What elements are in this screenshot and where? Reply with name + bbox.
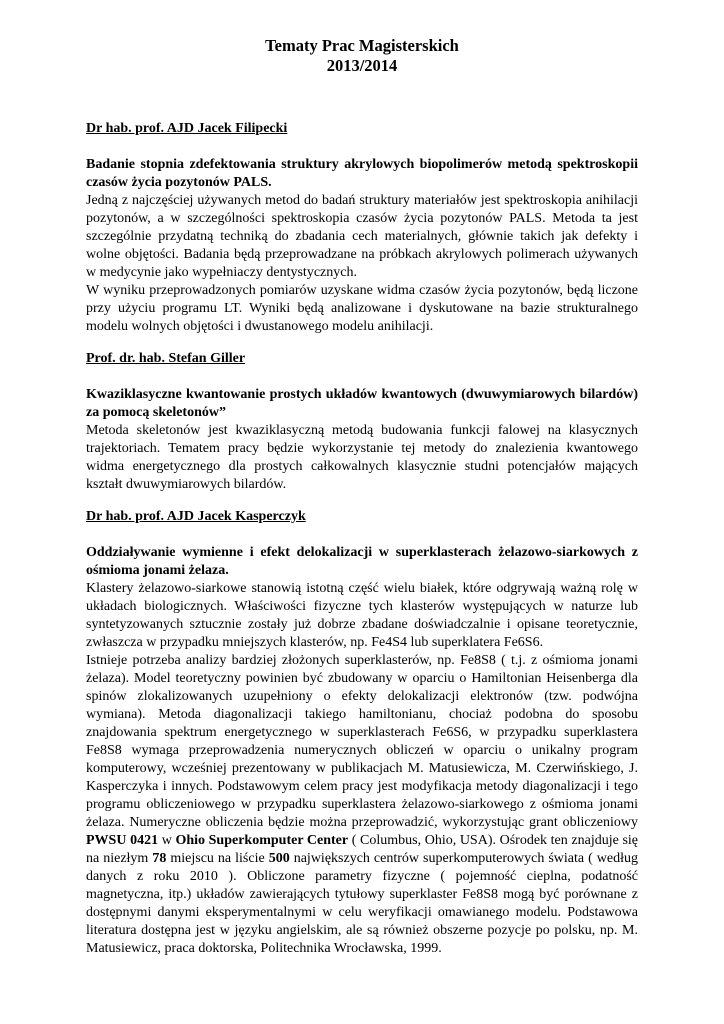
title-line-1: Tematy Prac Magisterskich: [265, 36, 459, 55]
thesis-topic: Kwaziklasyczne kwantowanie prostych układów kwantowych (dwuwymiarowych bilardów) za pomocą skeletonów”: [86, 387, 638, 420]
paragraph-text: Istnieje potrzeba analizy bardziej złożonych superklasterów, np. Fe8S8 ( t.j. z ośmioma jonami żelaza). Model teoretyczny powinien być zbudowany w oparciu o Hamiltonian Heisenberga dla spinów zlokalizowanych uzupełniony o efekty delokalizacji elektronów (tzw. podwójna wymiana). Metoda diagonalizacji takiego hamiltonianu, chociaż podobna do sposobu znajdowania spektrum energetycznego w superklasterach Fe6S6, w przypadku superklastera Fe8S8 wymaga przeprowadzenia numerycznych obliczeń w oparciu o unikalny program komputerowy, wcześniej prezentowany w publikacjach M. Matusiewicza, M. Czerwińskiego, J. Kasperczyka i innych. Podstawowym celem pracy jest modyfikacja metody diagonalizacji i tego programu obliczeniowego w przypadku superklastera żelazowo-siarkowego z ośmioma jonami żelaza. Numeryczne obliczenia będzie można przeprowadzić, wykorzystując grant obliczeniowy: [86, 653, 638, 830]
grant-code: PWSU 0421: [86, 833, 159, 848]
grant-location-text: ( Columbus, Ohio, USA). Ośrodek ten znajduje się na niezłym: [86, 833, 638, 866]
document-title: [86, 36, 638, 76]
description-paragraph: W wyniku przeprowadzonych pomiarów uzyskane widma czasów życia pozytonów, będą liczone przy użyciu programu LT. Wyniki będą analizowane i dyskutowane na bazie strukturalnego modelu wolnych objętości i dwustanowego modelu anihilacji.: [86, 283, 638, 334]
ranking-position: 78: [152, 851, 167, 866]
grant-conjunction: w: [161, 833, 172, 848]
paragraph-text-rest: największych centrów superkomputerowych świata ( według danych z roku 2010 ). Obliczone parametry fizyczne ( pojemność cieplna, podatność magnetyczna, itp.) układów zawierających tytułowy superklaster Fe8S8 mogą być porównane z dostępnymi danymi eksperymentalnymi w celu weryfikacji omawianego modelu. Podstawowa literatura dostępna jest w języku angielskim, ale są również obszerne pozycje po polsku, np. M. Matusiewicz, praca doktorska, Politechnika Wrocławska, 1999.: [86, 851, 639, 956]
title-line-2: 2013/2014: [326, 56, 398, 75]
section-filipecki: [86, 120, 638, 336]
description-paragraph: [86, 652, 638, 958]
thesis-topic: Oddziaływanie wymienne i efekt delokalizacji w superklasterach żelazowo-siarkowych z ośmioma jonami żelaza.: [86, 545, 638, 578]
thesis-topic: Badanie stopnia zdefektowania struktury akrylowych biopolimerów metodą spektroskopii czasów życia pozytonów PALS.: [86, 157, 638, 190]
supercomputer-center-name: Ohio Superkomputer Center: [175, 833, 349, 848]
supervisor-name: Prof. dr. hab. Stefan Giller: [86, 351, 246, 366]
description-paragraph: Metoda skeletonów jest kwaziklasyczną metodą budowania funkcji falowej na klasycznych trajektoriach. Tematem pracy będzie wykorzystanie tej metody do znalezienia kwantowego widma energetycznego dla prostych całkowalnych klasycznie studni potencjałów mających kształt dwuwymiarowych bilardów.: [86, 423, 638, 492]
description-paragraph: Klastery żelazowo-siarkowe stanowią istotną część wielu białek, które odgrywają ważną rolę w układach biologicznych. Właściwości fizyczne tych klasterów występujących w naturze lub syntetyzowanych sztucznie zostały już dobrze zbadane doświadczalnie i opisane teoretycznie, zwłaszcza w przypadku mniejszych klasterów, np. Fe4S4 lub superklatera Fe6S6.: [86, 581, 638, 650]
section-giller: [86, 350, 638, 494]
list-size: 500: [268, 851, 290, 866]
supervisor-name: Dr hab. prof. AJD Jacek Filipecki: [86, 121, 288, 136]
ranking-text: miejscu na liście: [170, 851, 265, 866]
section-kasperczyk: [86, 508, 638, 958]
supervisor-name: Dr hab. prof. AJD Jacek Kasperczyk: [86, 509, 306, 524]
description-paragraph: Jedną z najczęściej używanych metod do badań struktury materiałów jest spektroskopia anihilacji pozytonów, a w szczególności spektroskopia czasów życia pozytonów PALS. Metoda ta jest szczególnie przydatną techniką do zbadania cech materialnych, głównie takich jak defekty i wolne objętości. Badania będą przeprowadzane na próbkach akrylowych polimerach używanych w medycynie jako wypełniaczy dentystycznych.: [86, 193, 638, 280]
